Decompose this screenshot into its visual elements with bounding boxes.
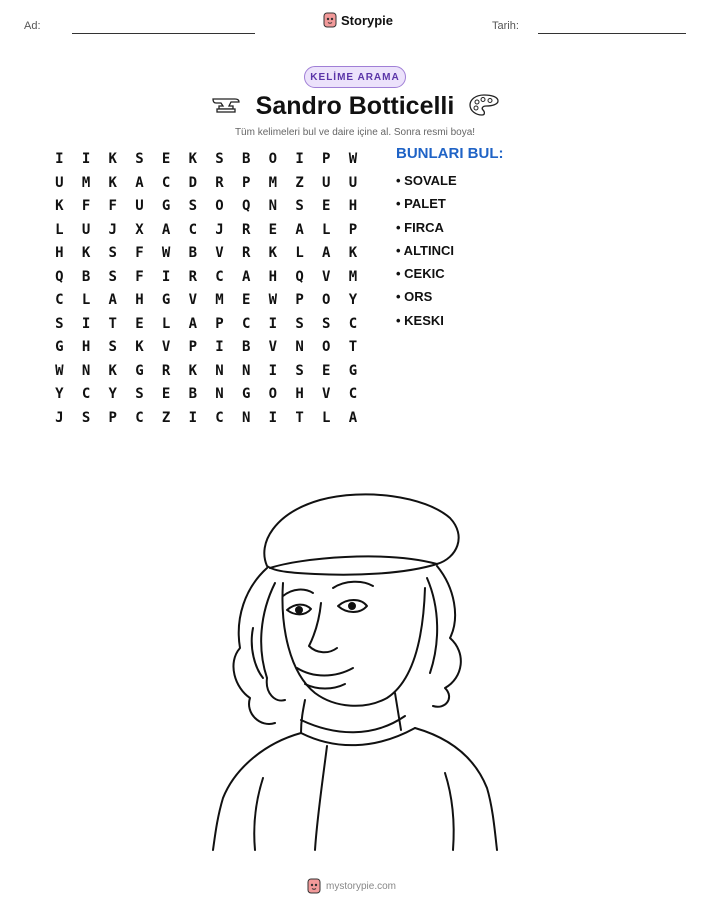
grid-cell[interactable]: G: [135, 362, 144, 379]
grid-cell[interactable]: C: [135, 409, 144, 426]
grid-cell[interactable]: N: [215, 362, 224, 379]
grid-cell[interactable]: R: [215, 174, 224, 191]
word-list-item: • SOVALE: [396, 173, 457, 188]
grid-cell[interactable]: M: [215, 292, 224, 308]
grid-cell[interactable]: I: [268, 315, 278, 332]
grid-cell[interactable]: C: [55, 292, 64, 308]
grid-cell[interactable]: E: [322, 198, 331, 214]
grid-cell[interactable]: K: [135, 339, 144, 355]
grid-cell[interactable]: B: [188, 245, 197, 261]
grid-cell[interactable]: T: [108, 315, 117, 332]
grid-cell[interactable]: K: [108, 362, 117, 379]
grid-cell[interactable]: K: [188, 151, 197, 167]
grid-cell[interactable]: V: [322, 386, 331, 402]
word-list-item: • ALTINCI: [396, 242, 454, 258]
grid-cell[interactable]: S: [108, 245, 117, 261]
instructions: Tüm kelimeleri bul ve daire içine al. Sonra resmi boya!: [234, 127, 476, 138]
grid-cell[interactable]: O: [268, 151, 278, 167]
grid-cell[interactable]: L: [322, 221, 331, 238]
grid-cell[interactable]: W: [55, 362, 64, 379]
grid-cell[interactable]: C: [161, 174, 171, 191]
date-line[interactable]: [538, 33, 686, 34]
grid-cell[interactable]: Y: [55, 386, 64, 402]
word-list-item: • KESKI: [396, 312, 444, 328]
grid-cell[interactable]: G: [348, 362, 358, 379]
grid-cell[interactable]: A: [348, 409, 358, 426]
grid-cell[interactable]: N: [241, 362, 251, 379]
grid-cell[interactable]: A: [135, 174, 144, 191]
grid-cell[interactable]: P: [188, 339, 197, 355]
grid-cell[interactable]: K: [268, 245, 278, 261]
grid-cell[interactable]: I: [215, 339, 224, 355]
grid-cell[interactable]: C: [348, 315, 358, 332]
grid-cell[interactable]: S: [295, 198, 304, 214]
grid-cell[interactable]: S: [295, 315, 304, 332]
name-label: Ad:: [24, 20, 41, 32]
grid-cell[interactable]: E: [241, 292, 251, 308]
grid-cell[interactable]: E: [135, 315, 144, 332]
grid-cell[interactable]: H: [81, 339, 91, 355]
grid-cell[interactable]: L: [295, 245, 304, 261]
grid-cell[interactable]: S: [188, 198, 197, 214]
grid-cell[interactable]: E: [268, 221, 278, 238]
grid-cell[interactable]: R: [241, 245, 251, 261]
grid-cell[interactable]: B: [81, 268, 91, 285]
grid-cell[interactable]: I: [81, 151, 91, 167]
grid-cell[interactable]: A: [322, 245, 331, 261]
word-list-item: • FIRCA: [396, 219, 444, 235]
grid-cell[interactable]: S: [108, 268, 117, 285]
grid-cell[interactable]: M: [81, 174, 91, 191]
grid-cell[interactable]: U: [55, 174, 64, 191]
word-list-item: • ORS: [396, 289, 433, 305]
grid-cell[interactable]: B: [188, 386, 197, 402]
grid-cell[interactable]: U: [135, 198, 144, 214]
grid-cell[interactable]: I: [81, 315, 91, 332]
grid-cell[interactable]: A: [108, 292, 117, 308]
grid-cell[interactable]: C: [81, 386, 91, 402]
grid-cell[interactable]: I: [55, 151, 64, 167]
grid-cell[interactable]: N: [81, 362, 91, 379]
grid-cell[interactable]: P: [215, 315, 224, 332]
grid-cell[interactable]: G: [161, 292, 171, 308]
footer-url[interactable]: mystorypie.com: [326, 880, 397, 892]
grid-cell[interactable]: O: [322, 292, 331, 308]
grid-cell[interactable]: Y: [348, 292, 358, 308]
grid-cell[interactable]: L: [161, 315, 171, 332]
category-badge: KELİME ARAMA: [304, 66, 406, 88]
grid-cell[interactable]: N: [295, 339, 304, 355]
grid-cell[interactable]: U: [348, 174, 358, 191]
grid-cell[interactable]: R: [188, 268, 197, 285]
grid-cell[interactable]: H: [55, 245, 64, 261]
grid-cell[interactable]: H: [268, 268, 278, 285]
grid-cell[interactable]: C: [348, 386, 358, 402]
brand-name: Storypie: [341, 12, 394, 28]
word-list: [396, 172, 457, 335]
grid-cell[interactable]: S: [322, 315, 331, 332]
grid-cell[interactable]: D: [188, 174, 197, 191]
grid-cell[interactable]: S: [108, 339, 117, 355]
grid-cell[interactable]: K: [108, 151, 117, 167]
grid-cell[interactable]: J: [215, 221, 224, 238]
grid-cell[interactable]: R: [241, 221, 251, 238]
grid-cell[interactable]: F: [135, 245, 144, 261]
grid-cell[interactable]: P: [322, 151, 331, 167]
grid-cell[interactable]: J: [108, 221, 117, 238]
grid-cell[interactable]: A: [161, 221, 171, 238]
grid-cell[interactable]: E: [161, 151, 171, 167]
grid-cell[interactable]: A: [295, 221, 304, 238]
grid-cell[interactable]: Y: [108, 386, 117, 402]
grid-cell[interactable]: O: [322, 339, 331, 355]
date-label: Tarih:: [492, 20, 519, 32]
grid-cell[interactable]: T: [348, 339, 358, 355]
word-list-title: BUNLARI BUL:: [396, 145, 504, 162]
grid-cell[interactable]: A: [241, 268, 251, 285]
word-list-item: • PALET: [396, 196, 446, 212]
grid-cell[interactable]: S: [135, 151, 144, 167]
grid-cell[interactable]: B: [241, 151, 251, 167]
grid-cell[interactable]: S: [135, 386, 144, 402]
grid-cell[interactable]: J: [55, 409, 64, 426]
grid-cell[interactable]: X: [135, 221, 144, 238]
grid-cell[interactable]: V: [188, 292, 197, 308]
grid-cell[interactable]: E: [161, 386, 171, 402]
grid-cell[interactable]: Z: [295, 174, 304, 191]
page-title: Sandro Botticelli: [255, 92, 455, 120]
grid-cell[interactable]: N: [215, 386, 224, 402]
name-line[interactable]: [72, 33, 255, 34]
grid-cell[interactable]: W: [348, 151, 358, 167]
grid-cell[interactable]: P: [348, 221, 358, 238]
grid-cell[interactable]: E: [322, 362, 331, 379]
grid-cell[interactable]: H: [295, 386, 304, 402]
grid-cell[interactable]: C: [188, 221, 197, 238]
grid-cell[interactable]: O: [215, 198, 224, 214]
grid-cell[interactable]: A: [188, 315, 197, 332]
grid-cell[interactable]: H: [348, 198, 358, 214]
grid-cell[interactable]: K: [55, 198, 64, 214]
grid-cell[interactable]: V: [215, 245, 224, 261]
grid-cell[interactable]: W: [161, 245, 171, 261]
grid-cell[interactable]: N: [241, 409, 251, 426]
grid-cell[interactable]: P: [295, 292, 304, 308]
grid-cell[interactable]: V: [322, 268, 331, 285]
grid-cell[interactable]: K: [108, 174, 117, 191]
botticelli-portrait-illustration[interactable]: [205, 488, 505, 853]
grid-cell[interactable]: S: [81, 409, 91, 426]
grid-cell[interactable]: R: [161, 362, 171, 379]
grid-cell[interactable]: I: [295, 151, 304, 167]
grid-cell[interactable]: I: [161, 268, 171, 285]
grid-cell[interactable]: N: [268, 198, 278, 214]
grid-cell[interactable]: K: [188, 362, 197, 379]
grid-cell[interactable]: L: [55, 221, 64, 238]
grid-cell[interactable]: C: [215, 409, 224, 426]
grid-cell[interactable]: F: [108, 198, 117, 214]
brand-logo: [323, 12, 393, 28]
grid-cell[interactable]: Q: [241, 198, 251, 214]
grid-cell[interactable]: S: [215, 151, 224, 167]
grid-cell[interactable]: I: [268, 409, 278, 426]
grid-cell[interactable]: C: [215, 268, 224, 285]
grid-cell[interactable]: K: [81, 245, 91, 261]
grid-cell[interactable]: F: [81, 198, 91, 214]
grid-cell[interactable]: G: [55, 339, 64, 355]
grid-cell[interactable]: T: [295, 409, 304, 426]
grid-cell[interactable]: I: [268, 362, 278, 379]
grid-cell[interactable]: G: [241, 386, 251, 402]
grid-cell[interactable]: P: [108, 409, 117, 426]
grid-cell[interactable]: P: [241, 174, 251, 191]
grid-cell[interactable]: V: [161, 339, 171, 355]
grid-cell[interactable]: U: [322, 174, 331, 191]
storypie-mascot-icon: [323, 12, 337, 28]
grid-cell[interactable]: I: [188, 409, 197, 426]
grid-cell[interactable]: Z: [161, 409, 171, 426]
grid-cell[interactable]: F: [135, 268, 144, 285]
grid-cell[interactable]: C: [241, 315, 251, 332]
grid-cell[interactable]: O: [268, 386, 278, 402]
grid-cell[interactable]: M: [268, 174, 278, 191]
grid-cell[interactable]: U: [81, 221, 91, 238]
grid-cell[interactable]: S: [295, 362, 304, 379]
grid-cell[interactable]: V: [268, 339, 278, 355]
grid-cell[interactable]: S: [55, 315, 64, 332]
grid-cell[interactable]: L: [81, 292, 91, 308]
word-list-item: • CEKIC: [396, 266, 445, 282]
palette-icon: [468, 93, 500, 117]
storypie-mascot-icon: [307, 878, 321, 894]
grid-cell[interactable]: M: [348, 268, 358, 285]
footer: [307, 878, 396, 894]
grid-cell[interactable]: K: [348, 245, 358, 261]
grid-cell[interactable]: Q: [295, 268, 304, 285]
grid-cell[interactable]: L: [322, 409, 331, 426]
grid-cell[interactable]: W: [268, 292, 278, 308]
word-search-grid[interactable]: [46, 148, 366, 430]
grid-cell[interactable]: Q: [55, 268, 64, 285]
grid-cell[interactable]: B: [241, 339, 251, 355]
grid-cell[interactable]: G: [161, 198, 171, 214]
grid-cell[interactable]: H: [135, 292, 144, 308]
